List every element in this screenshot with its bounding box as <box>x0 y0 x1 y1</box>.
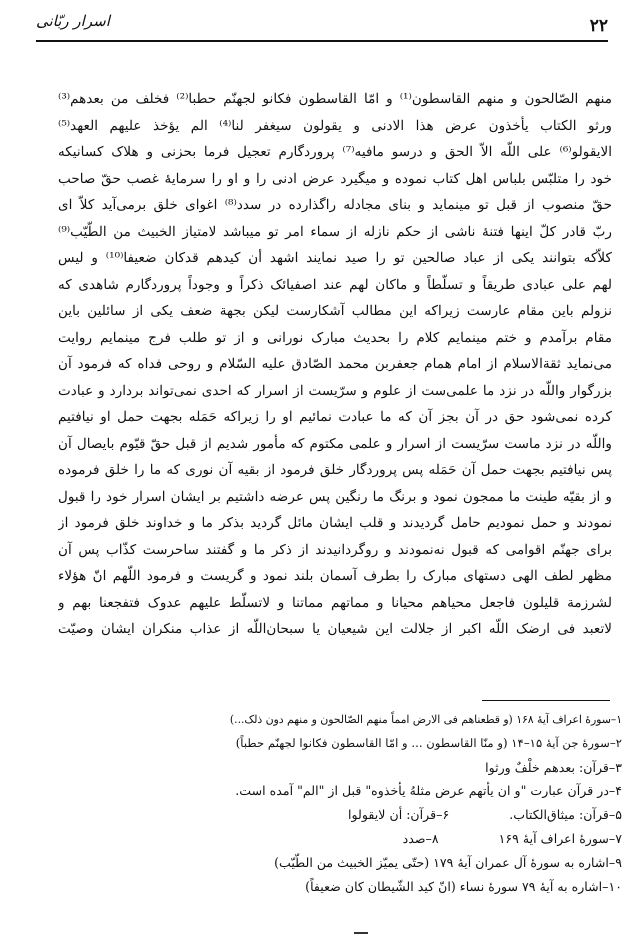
text-line: خود را متلبّس بلباس اهل کتاب نموده و میگیرد عرض ادنی را و او را سرمایهٔ غصب حقّ صاحب <box>58 170 612 187</box>
text-line: ورثو الكتاب يأخذون عرض هذا الادنى و يقولون سيغفر لنا⁽⁴⁾ الم يؤخذ عليهم العهد⁽⁵⁾ <box>58 117 612 134</box>
text-line: می‌نماید ثقةالاسلام از امام همام جعفربن محمد الصّادق علیه السّلام و روحی فداه که فرمود آن <box>58 356 612 372</box>
text-line: حقّ منصوب از قبل تو مینماید و بنای مجادله راگذارده در سدد⁽⁸⁾ اغوای خلق برمی‌آید کلاّ ای <box>58 197 612 213</box>
text-line: لشرزمة قلیلون فاجعل محیاهم محیانا و مماتهم مماتنا و لاتسلّط علیهم عدوک فتفجعنا بهم و <box>58 594 612 611</box>
footnote: ۹–اشاره به سورهٔ آل عمران آیهٔ ۱۷۹ (حتّی یمیّز الخبیث من الطّیّب) <box>274 854 622 870</box>
text-line: منهم الصّالحون و منهم القاسطون⁽¹⁾ و امّا القاسطون فكانو لجهنّم حطبا⁽²⁾ فخلف من بعدهم⁽³⁾ <box>58 91 612 107</box>
text-line: لاتعبد فی ارضک اللّه اکبر از جلالت این شیعیان یا سبحان‌اللّه از عذاب منکران ایشان وصیّت <box>58 621 612 637</box>
text-line: مظهر لطف الهی دستهای مبارک را بطرف آسمان بلند نمود و گریست و فرمود اللّهم انّ هؤلاء <box>58 568 612 584</box>
footnote: ۶–قرآن: أن لایقولوا <box>348 807 450 823</box>
page-number: ٢٢ <box>589 16 608 36</box>
footnote: ۳–قرآن: بعدهم خلْفٌ ورثوا <box>485 759 622 775</box>
footnote: ۱۰–اشاره به آیهٔ ۷۹ سورهٔ نساء (انّ کید الشّیطان کان ضعیفاً) <box>305 878 622 894</box>
text-line: الايقولو⁽⁶⁾ على اللّه الاّ الحق و درسو مافيه⁽⁷⁾ پروردگارم تعجيل فرما بحزنی و هلاک کسانیکه <box>58 144 612 160</box>
text-line: و از بقیّه طینت ما ممجون نمود و برنگ ما رنگین پس عرضه داشتیم بر ایشان اسرار خود را قبول <box>58 488 612 505</box>
running-title: اسرار ربّانی <box>36 12 110 30</box>
text-line: کرده نمی‌شود حق در آن بجز آن که ما عبادت نمائیم او را زیراکه حَمَله بجهت حمل او نیافتیم <box>58 409 612 425</box>
main-text <box>58 86 612 643</box>
footnote: ۸–صدد <box>402 830 439 846</box>
text-line: واللّه در نزد ماست سرّیست از اسرار و علمی مکتوم که مأمور شدیم از قبل حقّ قیّوم بایصال آن <box>58 435 612 452</box>
text-line: ربّ قادر کلّ اینها فتنهٔ ناشی از حکم نازله از سماء امر تو میباشد لامتیاز الخبیث من الطّیّب⁽⁹⁾ <box>58 223 612 240</box>
footnote-pair <box>230 827 622 851</box>
text-line: پس نیافتیم بجهت حمل آن حَمَله پس پروردگار خلق فرمود از بقیه آن نوری که ما را خلق فرموده <box>58 462 612 478</box>
footnote: ۵–قرآن: میثاق‌الکتاب. <box>509 807 622 823</box>
text-line: مقام برآمدم و ختم مینمایم کلام را بحدیث مبارک نورانی و از تو طلب فرج مینمایم روایت <box>58 329 612 346</box>
header-rule <box>36 40 608 42</box>
footnotes <box>230 708 622 898</box>
footnote-separator <box>482 700 610 701</box>
text-line: لهم علی عبادی طریقاً و تسلّطاً و ماکان لهم عند اصفیائک ذکراً و وجوداً پروردگارم شاهدی که <box>58 276 612 293</box>
page-header <box>36 12 608 38</box>
text-line: نزولم باین مقام عارست زیراکه این مطالب آشکارست لیکن بجهة ضعف یکی از سائلین باین <box>58 303 612 319</box>
footnote: ۷–سورهٔ اعراف آیهٔ ۱۶۹ <box>498 830 622 846</box>
footnote-pair <box>230 803 622 827</box>
text-line: بزرگوار واللّه در نزد ما علمی‌ست از علوم و سرّیست از اسرار که احدی نمی‌تواند بردارد و عبادت <box>58 382 612 399</box>
text-line: کلاّکه بتوانند یکی از عباد صالحین تو را صید نمایند اشهد أن کیدهم قدکان ضعیفا⁽¹⁰⁾ و لیس <box>58 250 612 266</box>
footnote: ۱–سورهٔ اعراف آیهٔ ۱۶۸ (و قطعناهم فی الارض امماً منهم الصّالحون و منهم دون ذلک...) <box>229 713 622 726</box>
footnote: ۲–سورهٔ جن آیهٔ ۱۵–۱۴ (و منّا القاسطون ... و امّا القاسطون فکانوا لجهنّم حطباً) <box>235 735 622 750</box>
text-line: برای جهنّم اقوامی که قبول نه‌نمودند و روگردانیدند از ذکر ما و گفتند ساحرست کذّاب پس آن <box>58 541 612 558</box>
footnote: ۴–در قرآن عبارت "و ان یأتهم عرض مثلهُ یأخذوه" قبل از "الم" آمده است. <box>235 783 622 799</box>
text-line: نمودند و حمل نمودیم حامل گردیدند و قلب ایشان مائل گردید بذکر ما و خداوند خلق فرمود از <box>58 515 612 531</box>
bottom-page-mark <box>354 932 368 934</box>
